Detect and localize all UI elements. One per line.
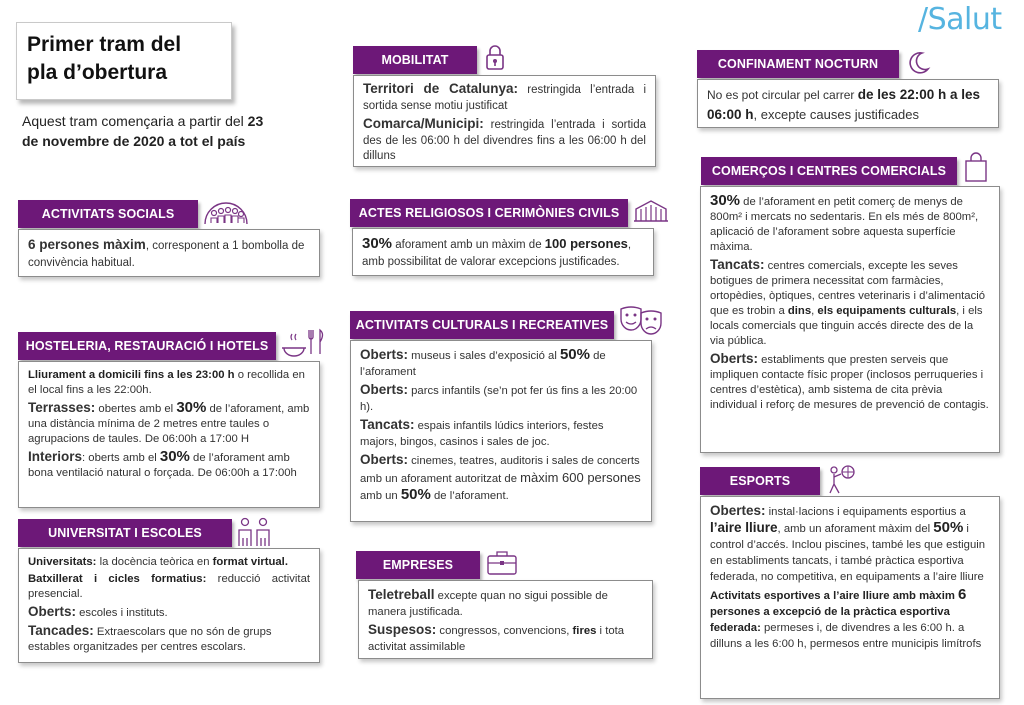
comercos-text-1: de l’aforament en petit comerç de menys de 800m² i mercats no sedentaris. En els més de 800m², aplicació de l’aforament sobre aquesta superfície màxima. — [710, 196, 979, 253]
comercos-box — [700, 186, 1000, 453]
esports-text-3: i control d’accés. Inclou piscines, també les que estiguin en establiments tancats, i també pràctica esportiva federada, no competitiva, en equipaments a l’aire lliure — [710, 523, 986, 583]
hosteleria-header: HOSTELERIA, RESTAURACIÓ I HOTELS — [18, 332, 276, 360]
comercos-pct: 30% — [710, 192, 741, 209]
esports-max-6: 6 — [958, 586, 967, 603]
intro-date-rest: de novembre de 2020 a tot el país — [22, 133, 246, 149]
confinament-text-1: No es pot circular pel carrer — [707, 88, 858, 102]
culturals-text-2: parcs infantils (se’n pot fer ús fins a les 20:00 h). — [360, 385, 638, 413]
hosteleria-interiors-pct: 30% — [159, 448, 190, 465]
culturals-box — [350, 340, 652, 522]
culturals-text-6: de l’aforament. — [430, 490, 509, 502]
confinament-box — [697, 79, 999, 128]
church-icon — [632, 195, 670, 225]
intro-text — [22, 111, 282, 151]
religiosos-text-2: , amb possibilitat de valorar excepcions justificades. — [362, 239, 632, 268]
hosteleria-text-3: de l’aforament, amb una distància mínima de 2 metres entre taules o agrupacions de taules. De 06:00h a 17:00 H — [28, 403, 310, 445]
culturals-label-tancats: Tancats: — [360, 417, 415, 432]
religiosos-max: 100 persones — [544, 236, 628, 251]
sports-icon — [826, 464, 856, 496]
universitat-text-1: la docència teòrica en — [96, 556, 213, 568]
comercos-label-oberts: Oberts: — [710, 351, 759, 366]
religiosos-box — [352, 228, 654, 276]
universitat-label-universitats: Universitats: — [28, 556, 97, 568]
universitat-header: UNIVERSITAT I ESCOLES — [18, 519, 232, 547]
padlock-icon — [484, 43, 506, 73]
universitat-text-2: reducció activitat presencial. — [28, 573, 310, 600]
socials-text: , corresponent a 1 bombolla de convivència habitual. — [28, 240, 305, 269]
universitat-label-tancades: Tancades: — [28, 623, 94, 638]
empreses-box — [358, 580, 653, 659]
culturals-label-oberts-1: Oberts: — [360, 347, 409, 362]
comercos-header: COMERÇOS I CENTRES COMERCIALS — [701, 157, 957, 185]
culturals-text-1b: de l’aforament — [360, 350, 606, 378]
mobilitat-box — [353, 75, 656, 167]
universitat-text-3: escoles i instituts. — [76, 607, 168, 619]
mobilitat-text-territori: restringida l’entrada i sortida sense motiu justificat — [363, 84, 647, 112]
empreses-label-teletreball: Teletreball — [368, 587, 435, 602]
mobilitat-header: MOBILITAT — [353, 46, 477, 74]
comercos-text-3: , i els locals comercials que tinguin accés directe des de la via pública. — [710, 305, 983, 347]
confinament-hours: de les 22:00 h a les 06:00 h — [707, 87, 981, 122]
hosteleria-text-4: : oberts amb el — [82, 452, 160, 464]
esports-label-obertes: Obertes: — [710, 503, 766, 518]
esports-federada: persones a excepció de la pràctica esportiva federada: — [710, 606, 950, 634]
culturals-museus-pct: 50% — [559, 346, 590, 363]
empreses-header: EMPRESES — [356, 551, 480, 579]
esports-header: ESPORTS — [700, 467, 820, 495]
religiosos-pct: 30% — [362, 235, 393, 252]
mobilitat-label-comarca: Comarca/Municipi: — [363, 116, 484, 131]
culturals-text-5: amb un — [360, 490, 401, 502]
universitat-text-4: Extraescolars que no són de grups estables organitzades per centres escolars. — [28, 626, 272, 653]
briefcase-icon — [486, 547, 518, 577]
esports-pct: 50% — [933, 519, 964, 536]
hosteleria-label-terrasses: Terrasses: — [28, 400, 96, 415]
comercos-comma: , — [811, 305, 818, 317]
empreses-text-1: excepte quan no sigui possible de manera justificada. — [368, 590, 608, 618]
empreses-label-suspesos: Suspesos: — [368, 622, 437, 637]
students-icon — [236, 514, 272, 548]
comercos-text-4: establiments que presten serveis que impliquen contacte físic proper (inclosos perruqueries i centres d’estètica), amb sistema de cita prèvia individual i reforç de mesures de prevenció de contagis. — [710, 354, 989, 411]
universitat-virtual: format virtual. — [212, 556, 288, 568]
culturals-label-oberts-3: Oberts: — [360, 452, 409, 467]
socials-header: ACTIVITATS SOCIALS — [18, 200, 198, 228]
esports-text-4: permeses i, de divendres a les 6:00 h. a dilluns a les 6:00 h, permesos entre municipis limítrofs — [710, 622, 982, 650]
culturals-text-3: espais infantils lúdics interiors, festes majors, bingos, casinos i sales de joc. — [360, 420, 604, 448]
empreses-fires: fires — [572, 625, 597, 637]
hosteleria-text-1: o recollida en el local fins a les 22:00h. — [28, 369, 305, 396]
culturals-label-oberts-2: Oberts: — [360, 382, 409, 397]
moon-icon — [905, 50, 931, 76]
universitat-label-batxillerat: Batxillerat i cicles formatius: — [28, 573, 207, 585]
culturals-text-1: museus i sales d’exposició al — [408, 350, 560, 362]
intro-pre: Aquest tram començaria a partir del — [22, 113, 248, 129]
socials-max: 6 persones màxim — [28, 237, 146, 252]
cutlery-icon — [280, 326, 326, 358]
culturals-text-4: cinemes, teatres, auditoris i sales de concerts amb un aforament autoritzat de — [360, 455, 640, 485]
comercos-equipaments: els equipaments culturals — [817, 305, 957, 317]
esports-aire-lliure: l’aire lliure — [710, 520, 778, 535]
comercos-text-2: centres comercials, excepte les seves botigues de primera necessitat com farmàcies, ortopèdies, òptiques, centres veterinaris i d’alimentació que es trobin a — [710, 260, 986, 317]
mobilitat-text-comarca: restringida l’entrada i sortida des de les 06:00 h del divendres fins a les 06:00 h del dilluns — [363, 119, 646, 162]
hosteleria-terrasses-pct: 30% — [176, 399, 207, 416]
religiosos-text-1: aforament amb un màxim de — [392, 239, 545, 251]
culturals-max-600: màxim 600 persones — [520, 469, 641, 485]
socials-box — [18, 229, 320, 277]
universitat-box — [18, 548, 320, 663]
culturals-header: ACTIVITATS CULTURALS I RECREATIVES — [350, 311, 614, 339]
empreses-text-3: i tota activitat assimilable — [368, 625, 625, 653]
page-title-line1: Primer tram del — [27, 33, 182, 56]
page-title — [16, 22, 232, 100]
esports-box — [700, 496, 1000, 699]
hosteleria-delivery: Lliurament a domicili fins a les 23:00 h — [28, 369, 235, 381]
esports-activitats: Activitats esportives a l’aire lliure amb màxim — [710, 590, 959, 602]
comercos-dins: dins — [787, 305, 812, 317]
theater-masks-icon — [618, 303, 664, 337]
intro-date-day: 23 — [247, 113, 264, 129]
hosteleria-text-2: obertes amb el — [95, 403, 177, 415]
people-group-icon — [203, 198, 249, 226]
confinament-text-2: , excepte causes justificades — [753, 107, 920, 122]
culturals-cinemes-pct: 50% — [400, 486, 431, 503]
esports-text-1: instal·lacions i equipaments esportius a — [765, 506, 966, 518]
esports-text-2: , amb un aforament màxim del — [777, 523, 934, 535]
mobilitat-label-territori: Territori de Catalunya: — [363, 81, 519, 96]
hosteleria-box — [18, 361, 320, 508]
comercos-label-tancats: Tancats: — [710, 257, 765, 272]
hosteleria-text-5: de l’aforament amb bona ventilació natural o forçada. De 06:00h a 17:00h — [28, 452, 297, 479]
salut-logo: /Salut — [918, 2, 1002, 37]
hosteleria-label-interiors: Interiors — [28, 449, 83, 464]
universitat-label-oberts: Oberts: — [28, 604, 77, 619]
religiosos-header: ACTES RELIGIOSOS I CERIMÒNIES CIVILS — [350, 199, 628, 227]
page-title-line2: pla d’obertura — [27, 61, 168, 84]
empreses-text-2: congressos, convencions, — [436, 625, 573, 637]
confinament-header: CONFINAMENT NOCTURN — [697, 50, 899, 78]
shopping-bag-icon — [963, 152, 989, 184]
